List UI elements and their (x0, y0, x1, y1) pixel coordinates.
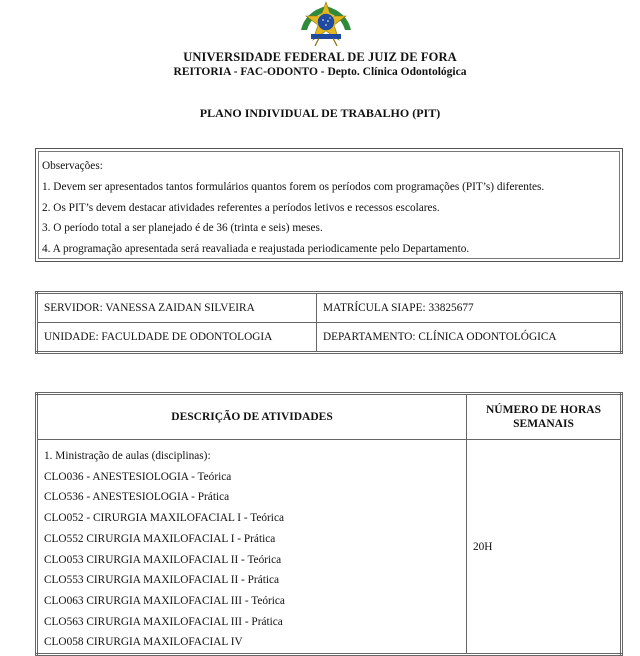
servidor-cell: SERVIDOR: VANESSA ZAIDAN SILVEIRA (37, 293, 317, 323)
course-item: CLO536 - ANESTESIOLOGIA - Prática (44, 491, 230, 504)
hours-header-line1: NÚMERO DE HORAS (485, 404, 601, 416)
hours-header-line2: SEMANAIS (513, 418, 574, 430)
activities-description-cell (37, 440, 467, 655)
course-item: CLO036 - ANESTESIOLOGIA - Teórica (44, 470, 232, 483)
unidade-cell: UNIDADE: FACULDADE DE ODONTOLOGIA (37, 323, 317, 353)
course-item: CLO052 - CIRURGIA MAXILOFACIAL I - Teórica (44, 512, 284, 525)
observation-item: 1. Devem ser apresentados tantos formulários quantos forem os períodos com programações (PIT’s) diferentes. (42, 180, 545, 193)
observation-item: 3. O período total a ser planejado é de 36 (trinta e seis) meses. (42, 222, 323, 235)
section-title: 1. Ministração de aulas (disciplinas): (44, 450, 211, 462)
institution-name: UNIVERSIDADE FEDERAL DE JUIZ DE FORA (183, 50, 457, 64)
observation-item: 2. Os PIT’s devem destacar atividades referentes a períodos letivos e recessos escolares. (42, 201, 440, 214)
matricula-cell: MATRÍCULA SIAPE: 33825677 (317, 293, 622, 323)
course-item: CLO058 CIRURGIA MAXILOFACIAL IV (44, 636, 243, 649)
hours-value-cell: 20H (467, 440, 622, 655)
hours-column-header (467, 394, 622, 440)
course-item: CLO563 CIRURGIA MAXILOFACIAL III - Prática (44, 615, 283, 628)
description-column-header: DESCRIÇÃO DE ATIVIDADES (37, 394, 467, 440)
server-info-table (35, 291, 623, 354)
observations-heading: Observações: (42, 160, 103, 172)
course-item: CLO053 CIRURGIA MAXILOFACIAL II - Teórica (44, 553, 282, 566)
observations-box (35, 148, 623, 262)
department-name: REITORIA - FAC-ODONTO - Depto. Clínica Odontológica (173, 66, 467, 78)
document-title: PLANO INDIVIDUAL DE TRABALHO (PIT) (199, 106, 441, 120)
course-item: CLO552 CIRURGIA MAXILOFACIAL I - Prática (44, 532, 276, 545)
brazil-coat-of-arms-icon (295, 0, 357, 48)
activities-table (35, 392, 623, 656)
course-item: CLO063 CIRURGIA MAXILOFACIAL III - Teórica (44, 594, 285, 607)
departamento-cell: DEPARTAMENTO: CLÍNICA ODONTOLÓGICA (317, 323, 622, 353)
course-item: CLO553 CIRURGIA MAXILOFACIAL II - Prática (44, 574, 280, 587)
observation-item: 4. A programação apresentada será reavaliada e reajustada periodicamente pelo Departamento. (42, 243, 470, 256)
